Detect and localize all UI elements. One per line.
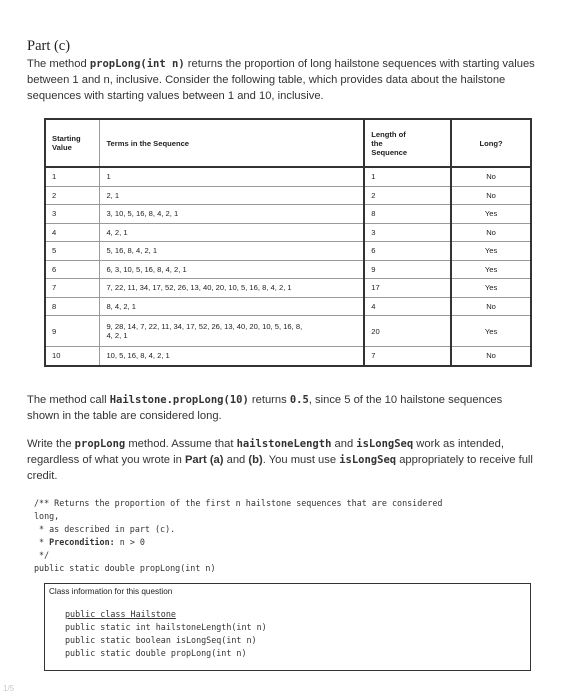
code-line: public static double propLong(int n)	[65, 648, 247, 658]
cell-terms: 7, 22, 11, 34, 17, 52, 26, 13, 40, 20, 10, 5, 16, 8, 4, 2, 1	[100, 279, 364, 298]
table-row	[45, 242, 531, 261]
propLong-signature-code: propLong(int n)	[89, 58, 185, 70]
cell-terms: 8, 4, 2, 1	[100, 297, 364, 316]
cell-long: Yes	[451, 279, 531, 298]
inline-code: isLongSeq	[356, 438, 414, 450]
table-row	[45, 347, 531, 366]
cell-length: 1	[364, 167, 451, 186]
cell-terms: 6, 3, 10, 5, 16, 8, 4, 2, 1	[100, 260, 364, 279]
cell-length: 2	[364, 186, 451, 205]
table-row	[45, 205, 531, 224]
cell-start: 7	[45, 279, 100, 298]
cell-start: 8	[45, 297, 100, 316]
cell-long: Yes	[451, 242, 531, 261]
code-line: /** Returns the proportion of the first n hailstone sequences that are considered	[34, 498, 443, 508]
page-number: 1/5	[3, 684, 15, 693]
code-line: * as described in part (c).	[34, 524, 176, 534]
example-result-code: 0.5	[289, 394, 309, 406]
cell-start: 10	[45, 347, 100, 366]
cell-start: 6	[45, 260, 100, 279]
table-row	[45, 297, 531, 316]
cell-terms: 5, 16, 8, 4, 2, 1	[100, 242, 364, 261]
method-code-block	[34, 497, 534, 575]
class-info-code	[65, 608, 267, 660]
cell-length: 4	[364, 297, 451, 316]
header-terms: Terms in the Sequence	[100, 119, 364, 167]
cell-long: No	[451, 186, 531, 205]
cell-length: 3	[364, 223, 451, 242]
cell-start: 4	[45, 223, 100, 242]
example-call-code: Hailstone.propLong(10)	[109, 394, 249, 406]
example-paragraph: The method call Hailstone.propLong(10) returns 0.5, since 5 of the 10 hailstone sequences shown in the table are considered long.	[27, 394, 503, 422]
instructions-paragraph: Write the propLong method. Assume that hailstoneLength and isLongSeq work as intended, regardless of what you wrote in Part (a) and (b). You must use isLongSeq appropriately to receive full credit.	[27, 438, 533, 482]
cell-long: Yes	[451, 205, 531, 224]
cell-terms: 3, 10, 5, 16, 8, 4, 2, 1	[100, 205, 364, 224]
cell-length: 20	[364, 316, 451, 347]
table-row	[45, 316, 531, 347]
header-long: Long?	[451, 119, 531, 167]
inline-code: isLongSeq	[339, 454, 397, 466]
code-line: long,	[34, 511, 60, 521]
table-header-row	[45, 119, 531, 167]
code-line: * Precondition: n > 0	[34, 537, 145, 547]
cell-length: 17	[364, 279, 451, 298]
cell-long: Yes	[451, 316, 531, 347]
cell-long: No	[451, 223, 531, 242]
code-line: public static double propLong(int n)	[34, 563, 216, 573]
code-line: */	[34, 550, 50, 560]
cell-start: 3	[45, 205, 100, 224]
cell-length: 7	[364, 347, 451, 366]
part-c-heading: Part (c)	[27, 38, 71, 54]
table-row	[45, 186, 531, 205]
cell-start: 2	[45, 186, 100, 205]
intro-text: The method	[27, 58, 90, 70]
cell-long: Yes	[451, 260, 531, 279]
class-info-title: Class information for this question	[49, 587, 173, 596]
inline-code: propLong	[74, 438, 126, 450]
cell-terms: 2, 1	[100, 186, 364, 205]
cell-length: 6	[364, 242, 451, 261]
cell-long: No	[451, 297, 531, 316]
intro-paragraph	[27, 56, 537, 104]
table-row	[45, 223, 531, 242]
cell-start: 5	[45, 242, 100, 261]
inline-code: hailstoneLength	[236, 438, 332, 450]
cell-long: No	[451, 347, 531, 366]
cell-length: 9	[364, 260, 451, 279]
cell-long: No	[451, 167, 531, 186]
code-line: public class Hailstone	[65, 609, 176, 619]
cell-start: 1	[45, 167, 100, 186]
table-row	[45, 279, 531, 298]
cell-terms: 4, 2, 1	[100, 223, 364, 242]
cell-terms: 9, 28, 14, 7, 22, 11, 34, 17, 52, 26, 13, 40, 20, 10, 5, 16, 8, 4, 2, 1	[100, 316, 364, 347]
code-line: public static int hailstoneLength(int n)	[65, 622, 267, 632]
cell-start: 9	[45, 316, 100, 347]
table-row	[45, 260, 531, 279]
cell-terms: 10, 5, 16, 8, 4, 2, 1	[100, 347, 364, 366]
table-row	[45, 167, 531, 186]
code-line: public static boolean isLongSeq(int n)	[65, 635, 257, 645]
cell-terms: 1	[100, 167, 364, 186]
header-length: Length of the Sequence	[364, 119, 451, 167]
cell-length: 8	[364, 205, 451, 224]
header-starting-value: Starting Value	[45, 119, 100, 167]
hailstone-table	[44, 118, 532, 367]
class-information-box	[44, 583, 531, 671]
intro-text: returns the proportion of long hailstone sequences with starting values between 1 and n, inclusive. Consider the following table, which provides data about the hailstone sequences with starting values between 1 and 10, inclusive.	[27, 58, 535, 102]
